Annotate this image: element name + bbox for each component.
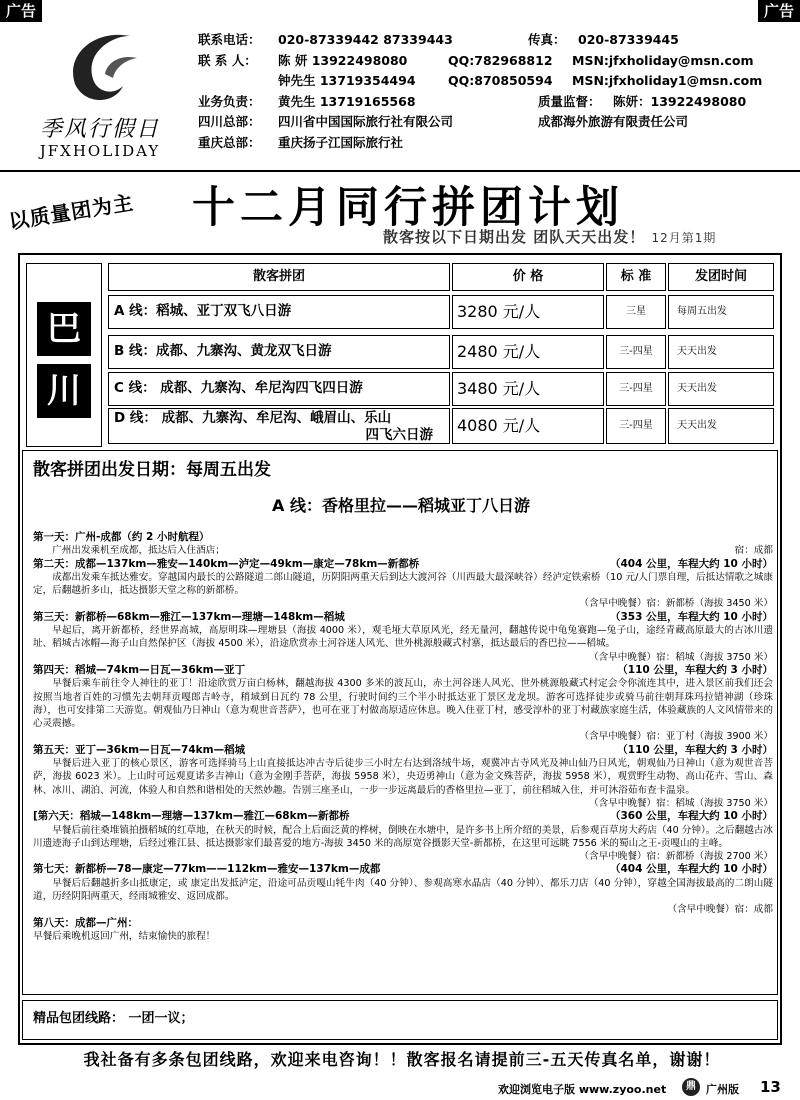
logo-swirl-icon — [55, 24, 145, 114]
page-number: 13 — [760, 1078, 781, 1096]
region-char-chuan: 川 — [37, 364, 91, 418]
day-meal: （含早中晚餐）宿：成都 — [667, 904, 773, 916]
day-body: 成都出发乘车抵达雅安。穿越国内最长的公路隧道二郎山隧道，历阴阳两重天后到达大渡河谷（川西最大最深峡谷）经泸定铁索桥（10 元/人门票自理，后抵达情歌之城康定，后翻越折多山，抵达摄影天堂之称的新都桥。 — [33, 571, 773, 597]
qc-contact: 陈妍：13922498080 — [613, 93, 747, 109]
contact-label: 联 系 人： — [198, 52, 257, 68]
day-title: 第五天：亚丁—36km—日瓦—74km—稻城 — [33, 743, 246, 756]
itinerary-day — [33, 664, 773, 744]
sichuan-hq-label: 四川总部： — [198, 114, 261, 129]
departure-c: 天天出发 — [668, 372, 774, 406]
itinerary — [33, 531, 773, 943]
header — [0, 22, 800, 172]
price-c: 3480 元/人 — [452, 372, 604, 406]
day-title: [第六天：稻城—148km—理塘—137km—雅江—68km—新都桥 — [33, 810, 350, 823]
region-char-ba: 巴 — [37, 302, 91, 356]
ad-label-left: 广告 — [0, 0, 42, 22]
departure-d: 天天出发 — [668, 408, 774, 444]
logo — [15, 24, 185, 169]
route-a: A 线：稻城、亚丁双飞八日游 — [108, 295, 450, 329]
qq-2: QQ:870850594 — [448, 73, 553, 88]
fax-label: 传真： — [528, 32, 566, 47]
phone-label: 联系电话： — [198, 32, 261, 47]
page-subtitle — [383, 226, 716, 247]
col-header-price: 价 格 — [452, 263, 604, 291]
itinerary-day — [33, 863, 773, 916]
departure-b: 天天出发 — [668, 335, 774, 369]
footer-bar — [498, 1078, 798, 1098]
day-distance: （404 公里，车程大约 10 小时） — [610, 557, 773, 570]
route-c: C 线： 成都、九寨沟、牟尼沟四飞四日游 — [108, 372, 450, 406]
package-tour-line: 精品包团线路： 一团一议； — [22, 1000, 778, 1040]
itinerary-day — [33, 744, 773, 810]
day-meal: 宿：成都 — [734, 545, 773, 557]
route-d — [108, 408, 450, 444]
issue-label: 12月第1期 — [651, 231, 717, 245]
price-b: 2480 元/人 — [452, 335, 604, 369]
msn-2: MSN:jfxholiday1@msn.com — [572, 73, 763, 88]
main-frame — [18, 253, 782, 1045]
price-d: 4080 元/人 — [452, 408, 604, 444]
day-distance: （360 公里，车程大约 10 小时） — [610, 810, 773, 823]
day-body: 早餐后前往桑堆镇拍摄稻城的红草地，在秋天的时候，配合上后面泛黄的桦树，倒映在水塘中，是许多书上所介绍的美景，后参观百草房大药店（40 分钟）。之后翻越古冰川遗迹海子山到达理塘，后经过雅江县、抵达摄影家们最喜爱的地方-海拔 3450 米的高原宽谷摄影天堂-新都桥，在这里可远眺 7556 米的蜀山之王-贡嘎山的主峰。 — [33, 824, 773, 849]
day-title: 第一天：广州-成都（约 2 小时航程） — [33, 531, 210, 543]
day-body: 早餐后乘车前往令人神往的亚丁！沿途欣赏万亩白杨林，翻越海拔 4300 多米的波瓦山，赤土河谷迷人风光、世外桃源般藏式村定会令你流连其中，进入景区前我们还会按照当地者百姓的习惯先去朝拜贡嘎郎吉岭寺，稍域到日瓦约 78 公里，行驶时间约三个半小时抵达亚丁景区龙龙坝。游客可选择徒步或骑马前往朝拜珠玛拉错神湖（珍珠海），也可安排第二天游览。朝观仙乃日神山（意为观世音菩萨），也可在亚丁村做高原适应休息。晚入住亚丁村，感受淳朴的亚丁村藏族家庭生活，体验藏族的人文风情带来的心灵震撼。 — [33, 678, 773, 730]
price-a: 3280 元/人 — [452, 295, 604, 329]
sichuan-hq: 四川省中国国际旅行社有限公司 — [278, 114, 454, 129]
standard-a: 三星 — [606, 295, 666, 329]
day-meal: （含早中晚餐）宿：新都桥（海拔 2700 米） — [579, 851, 773, 863]
day-body: 早餐后后翻越折多山抵康定，或 康定出发抵泸定，沿途可品贡嘎山牦牛肉（40 分钟）、参观高寒水晶店（40 分钟）、都乐刀店（40 分钟），穿越全国海拔最高的二朗山隧道，历经阴阳两重天，经雨城雅安、返回成都。 — [33, 877, 773, 903]
quality-tag: 以质量团为主 — [7, 190, 136, 234]
day-distance: （353 公里，车程大约 10 小时） — [610, 610, 773, 623]
footer-website[interactable]: 欢迎浏览电子版 www.zyoo.net — [498, 1083, 667, 1096]
chongqing-hq-label: 重庆总部： — [198, 134, 261, 150]
day-body: 早起后，离开新都桥，经世界高城，高原明珠—理塘县（海拔 4000 米），观毛垭大草原风光，经无量河，翻越传说中龟兔赛跑—兔子山，途经青藏高原最大的古冰川遗址、稻城古冰帽—海子山自然保护区（海拔 4500 米），沿途欣赏赤土河谷迷人风光、世外桃源般藏式村寨，抵达最后的香巴拉——稻城。 — [33, 625, 773, 650]
biz-contact: 黄先生 13719165568 — [278, 93, 416, 109]
ad-label-right: 广告 — [758, 0, 800, 22]
departure-a: 每周五出发 — [668, 295, 774, 329]
title-band — [0, 172, 800, 250]
itinerary-day — [33, 531, 773, 558]
day-meal: （含早中晚餐）宿：稻城（海拔 3750 米） — [588, 651, 773, 663]
contact-block — [198, 30, 798, 153]
itinerary-day — [33, 611, 773, 664]
logo-name-cn: 季风行假日 — [39, 117, 160, 142]
day-body: 广州出发乘机至成都，抵达后入住酒店； — [52, 545, 225, 557]
col-header-standard: 标 准 — [606, 263, 666, 291]
route-d-line-1: D 线： 成都、九寨沟、牟尼沟、峨眉山、乐山 — [114, 410, 392, 426]
qq-1: QQ:782968812 — [448, 52, 553, 68]
day-distance: （110 公里，车程大约 3 小时） — [617, 743, 773, 756]
route-b: B 线：成都、九寨沟、黄龙双飞日游 — [108, 335, 450, 369]
itinerary-section — [22, 450, 778, 995]
standard-c: 三-四星 — [606, 372, 666, 406]
itinerary-day — [33, 558, 773, 611]
col-header-departure: 发团时间 — [668, 263, 774, 291]
day-body: 早餐后进入亚丁的核心景区，游客可选择骑马上山直接抵达冲古寺后徒步三小时左右达到洛绒牛场，观冀冲古寺风光及神山仙乃日风光，朝观仙乃日神山（意为观世音菩萨，海拔 6023 米）。上山时可远观夏诺多吉神山（意为金刚手菩萨，海拔 5958 米），央迈勇神山（意为金文殊菩萨，海拔 5958 米），观赏野生动物、高山花卉、雪山、森林、冰川、湖泊、河流，体验人和自然和谐相处的天然妙趣。告别三座圣山，一步一步远离最后的香格里拉—亚丁，前往稻城入住，并可沐浴茹布查卡温泉。 — [33, 758, 773, 796]
day-body: 早餐后乘晚机返回广州，结束愉快的旅程！ — [33, 930, 216, 942]
day-meal: （含早中晚餐）宿：新都桥（海拔 3450 米） — [579, 598, 773, 610]
col-header-route: 散客拼团 — [108, 263, 450, 291]
day-title: 第七天：新都桥—78—康定—77km——112km—雅安—137km—成都 — [33, 863, 381, 876]
day-distance: （110 公里，车程大约 3 小时） — [617, 663, 773, 676]
section-title: 散客拼团出发日期：每周五出发 — [33, 460, 271, 480]
region-box — [26, 263, 102, 447]
chongqing-hq: 重庆扬子江国际旅行社 — [278, 134, 404, 150]
standard-b: 三-四星 — [606, 335, 666, 369]
day-meal: （含早中晚餐）宿：稻城（海拔 3750 米） — [588, 797, 773, 809]
day-title: 第二天：成都—137km—雅安—140km—泸定—49km—康定—78km—新都桥 — [33, 557, 420, 570]
day-distance: （404 公里，车程大约 10 小时） — [610, 863, 773, 876]
msn-1: MSN:jfxholiday@msn.com — [572, 52, 754, 68]
phone: 020-87339442 87339443 — [278, 32, 453, 47]
contact-person-1: 陈 妍 13922498080 — [278, 52, 408, 68]
chengdu-agency: 成都海外旅游有限责任公司 — [538, 114, 689, 129]
day-title: 第八天：成都—广州： — [33, 916, 138, 929]
day-title: 第四天：稻城—74km—日瓦—36km—亚丁 — [33, 663, 246, 676]
itinerary-day — [33, 917, 773, 944]
biz-label: 业务负责： — [198, 93, 261, 109]
footer-logo-icon: 鼎 — [682, 1078, 700, 1096]
day-title: 第三天：新都桥—68km—雅江—137km—理塘—148km—稻城 — [33, 610, 345, 623]
itinerary-day — [33, 810, 773, 863]
fax: 020-87339445 — [578, 32, 679, 47]
qc-label: 质量监督： — [538, 93, 601, 109]
footer-edition: 广州版 — [706, 1083, 739, 1096]
logo-name-en: JFXHOLIDAY — [39, 142, 161, 160]
standard-d: 三-四星 — [606, 408, 666, 444]
day-meal: （含早中晚餐）宿：亚丁村（海拔 3900 米） — [579, 731, 773, 743]
page-title: 十二月同行拼团计划 — [192, 183, 624, 233]
contact-person-2: 钟先生 13719354494 — [278, 73, 416, 88]
subtitle-text: 散客按以下日期出发 团队天天出发！ — [383, 228, 646, 246]
footer-slogan: 我社备有多条包团线路，欢迎来电咨询！！散客报名请提前三-五天传真名单，谢谢！ — [83, 1050, 721, 1069]
route-d-line-2: 四飞六日游 — [365, 427, 433, 443]
line-title: A 线：香格里拉——稻城亚丁八日游 — [272, 496, 530, 515]
